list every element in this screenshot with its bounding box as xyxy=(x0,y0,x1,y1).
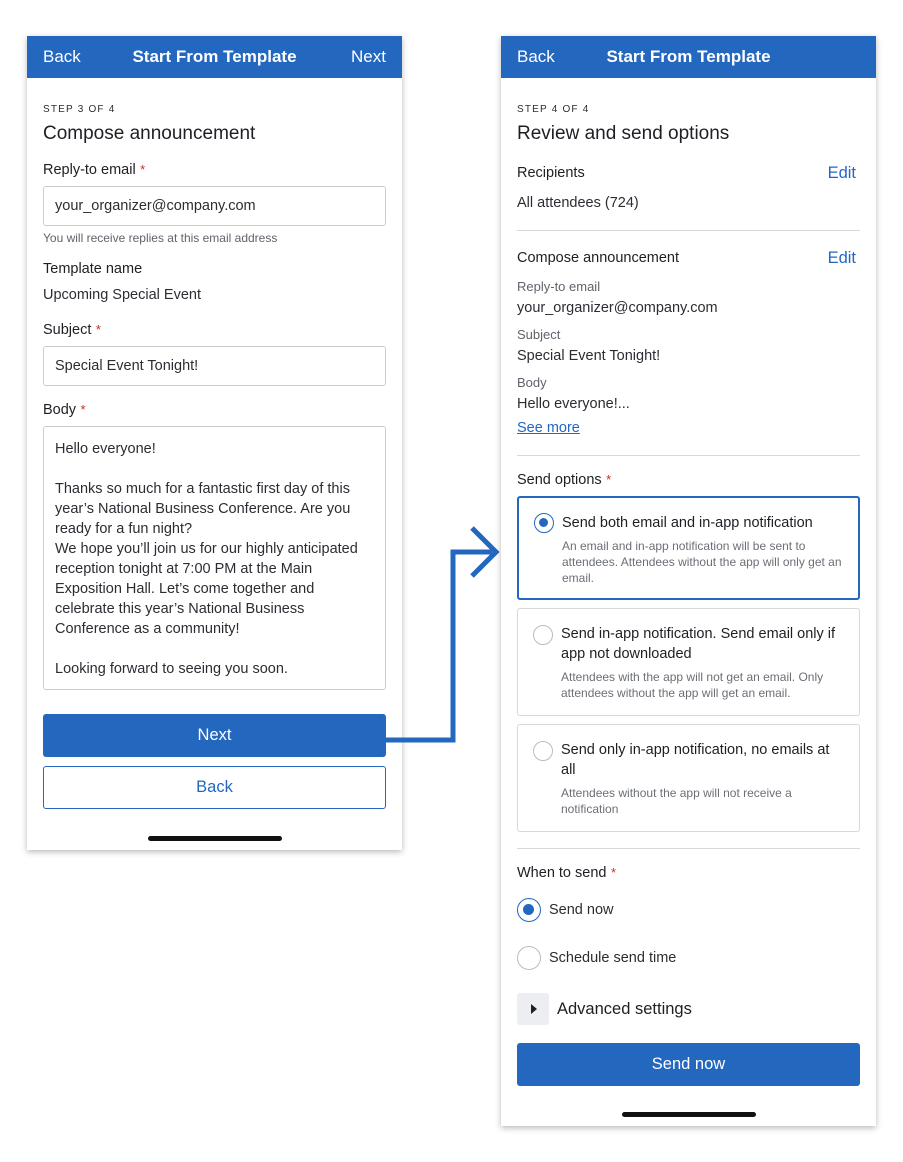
send-option-title: Send only in-app notification, no emails at all xyxy=(561,742,830,778)
body-label: Body xyxy=(517,375,547,390)
required-mark: * xyxy=(610,865,616,880)
when-option-label: Schedule send time xyxy=(549,950,677,966)
subject-label: Subject xyxy=(517,327,561,342)
advanced-settings-label: Advanced settings xyxy=(557,999,692,1018)
nav-title: Start From Template xyxy=(132,47,297,66)
when-to-send-label-row xyxy=(517,864,616,882)
nav-title: Start From Template xyxy=(606,47,771,66)
when-option-send-now[interactable] xyxy=(517,898,614,922)
nav-back-button[interactable]: Back xyxy=(517,47,555,66)
send-option-both[interactable] xyxy=(517,496,860,600)
subject-label: Subject xyxy=(43,322,92,338)
body-line: Looking forward to seeing you soon. xyxy=(55,661,288,677)
divider xyxy=(517,230,860,231)
see-more-link[interactable]: See more xyxy=(517,420,580,436)
required-mark: * xyxy=(606,472,612,487)
send-options-label-row xyxy=(517,471,611,489)
nav-next-button[interactable]: Next xyxy=(351,47,386,66)
advanced-settings-toggle[interactable] xyxy=(517,993,692,1025)
reply-to-label: Reply-to email xyxy=(43,162,136,178)
reply-to-email-input[interactable]: your_organizer@company.com xyxy=(43,186,386,226)
send-option-in-app-only[interactable] xyxy=(517,724,860,832)
send-options-label: Send options xyxy=(517,472,602,488)
next-button[interactable]: Next xyxy=(43,714,386,757)
subject-input[interactable]: Special Event Tonight! xyxy=(43,346,386,386)
send-option-title: Send in-app notification. Send email only if app not downloaded xyxy=(561,626,836,662)
divider xyxy=(517,848,860,849)
nav-back-button[interactable]: Back xyxy=(43,47,81,66)
when-option-label: Send now xyxy=(549,902,614,918)
reply-to-label: Reply-to email xyxy=(517,279,601,294)
flow-arrow-icon xyxy=(380,510,510,760)
send-option-description: Attendees with the app will not get an email. Only attendees without the app will get an email. xyxy=(561,670,824,700)
subject-label-row xyxy=(43,321,101,339)
template-name-label: Template name xyxy=(43,261,143,277)
home-indicator xyxy=(148,836,282,841)
send-option-title: Send both email and in-app notification xyxy=(562,515,813,531)
body-line: Hello everyone! xyxy=(55,441,156,457)
recipients-edit-link[interactable]: Edit xyxy=(827,164,856,182)
back-button[interactable]: Back xyxy=(43,766,386,809)
radio-button[interactable] xyxy=(533,741,553,761)
send-option-description: Attendees without the app will not receive a notification xyxy=(561,786,792,816)
body-line: Thanks so much for a fantastic first day of this year’s National Business Conference. Are you ready for a fun night? xyxy=(55,481,351,537)
radio-button[interactable] xyxy=(534,513,554,533)
recipients-label: Recipients xyxy=(517,165,585,181)
divider xyxy=(517,455,860,456)
reply-to-value: your_organizer@company.com xyxy=(517,300,718,316)
compose-section-label: Compose announcement xyxy=(517,250,680,266)
caret-right-icon xyxy=(517,993,549,1025)
recipients-value: All attendees (724) xyxy=(517,195,639,211)
review-screen xyxy=(501,36,876,1126)
radio-button[interactable] xyxy=(517,946,541,970)
send-option-description: An email and in-app notification will be sent to attendees. Attendees without the app will only get an email. xyxy=(562,539,842,585)
body-line: We hope you’ll join us for our highly anticipated reception tonight at 7:00 PM at the Main Exposition Hall. Let’s come together and celebrate this year’s National Business Conference as a community! xyxy=(55,541,358,637)
body-label: Body xyxy=(43,402,77,418)
nav-bar xyxy=(27,36,402,78)
reply-to-hint: You will receive replies at this email address xyxy=(43,231,278,245)
page-title: Compose announcement xyxy=(43,123,256,144)
required-mark: * xyxy=(95,322,101,337)
required-mark: * xyxy=(80,402,86,417)
nav-bar xyxy=(501,36,876,78)
reply-to-label-row xyxy=(43,161,145,179)
step-indicator: STEP 3 OF 4 xyxy=(43,104,116,115)
required-mark: * xyxy=(140,162,146,177)
subject-value: Special Event Tonight! xyxy=(517,348,661,364)
send-now-button[interactable]: Send now xyxy=(517,1043,860,1086)
body-textarea[interactable] xyxy=(43,426,386,690)
body-label-row xyxy=(43,401,86,419)
step-indicator: STEP 4 OF 4 xyxy=(517,104,590,115)
compose-screen xyxy=(27,36,402,850)
body-preview: Hello everyone!... xyxy=(517,396,630,412)
home-indicator xyxy=(622,1112,756,1117)
send-option-in-app-first[interactable] xyxy=(517,608,860,716)
radio-button[interactable] xyxy=(533,625,553,645)
template-name-value: Upcoming Special Event xyxy=(43,287,201,303)
page-title: Review and send options xyxy=(517,123,730,144)
when-option-schedule[interactable] xyxy=(517,946,676,970)
radio-button[interactable] xyxy=(517,898,541,922)
compose-edit-link[interactable]: Edit xyxy=(827,249,856,267)
when-to-send-label: When to send xyxy=(517,865,607,881)
